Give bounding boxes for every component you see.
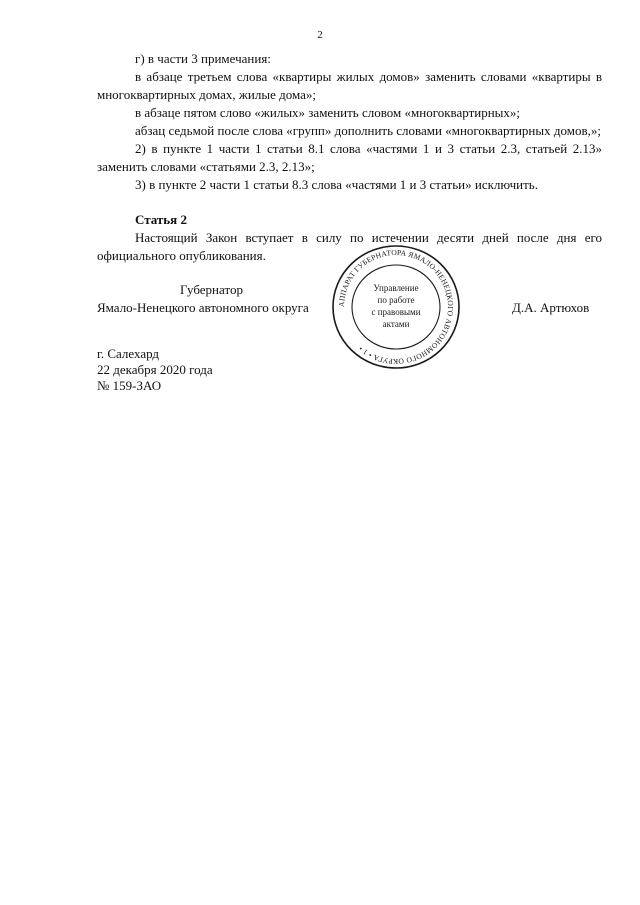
paragraph-6: 3) в пункте 2 части 1 статьи 8.3 слова «частями 1 и 3 статьи» исключить. [135,177,538,192]
seal-center-line-2: по работе [377,295,415,305]
document-body [97,50,602,265]
paragraph-1: г) в части 3 примечания: [135,51,271,66]
date: 22 декабря 2020 года [97,362,213,377]
article-text: Настоящий Закон вступает в силу по истечении десяти дней после дня его официального опубликования. [97,230,602,263]
seal-center-line-4: актами [382,319,410,329]
signature-organization: Ямало-Ненецкого автономного округа [97,300,309,315]
paragraph-4: абзац седьмой после слова «групп» дополнить словами «многоквартирных домов,»; [135,123,601,138]
signature-name: Д.А. Артюхов [512,300,590,315]
paragraph-5: 2) в пункте 1 части 1 статьи 8.1 слова «частями 1 и 3 статьи 2.3, статьей 2.13» заменить словами «статьями 2.3, 2.13»; [97,141,602,174]
paragraph-2: в абзаце третьем слова «квартиры жилых домов» заменить словами «квартиры в многоквартирных домах, жилые дома»; [97,69,602,102]
seal-center-line-1: Управление [373,283,419,293]
place: г. Салехард [97,346,160,361]
official-seal [331,244,461,370]
paragraph-3: в абзаце пятом слово «жилых» заменить словом «многоквартирных»; [135,105,521,120]
law-number: № 159-ЗАО [97,378,162,393]
place-date-block [97,346,213,394]
page-number: 2 [317,29,323,41]
seal-ring-text: АППАРАТ ГУБЕРНАТОРА ЯМАЛО-НЕНЕЦКОГО АВТОНОМНОГО ОКРУГА • 1 • [336,247,456,367]
seal-center-line-3: с правовыми [371,307,421,317]
article-heading: Статья 2 [135,212,187,227]
signature-title: Губернатор [180,282,243,297]
